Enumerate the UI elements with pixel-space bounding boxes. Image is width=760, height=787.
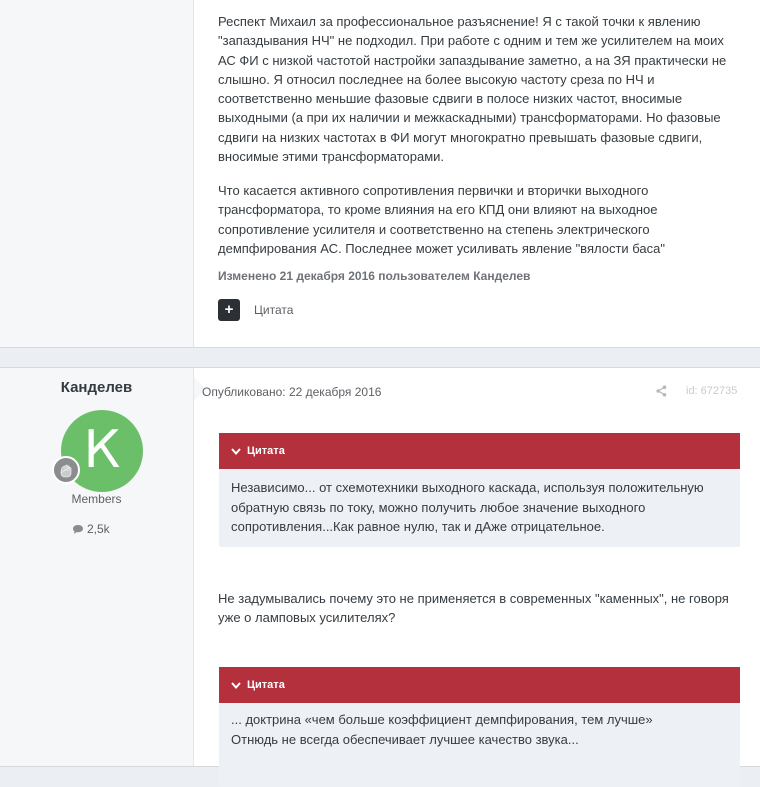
quote-title: Цитата: [247, 679, 285, 691]
post-1: [0, 0, 760, 348]
quote-title: Цитата: [247, 445, 285, 457]
author-name[interactable]: Канделев: [60, 379, 133, 396]
posted-date[interactable]: Опубликовано: 22 декабря 2016: [202, 385, 382, 399]
post-paragraph: Респект Михаил за профессиональное разъяснение! Я с такой точки к явлению "запаздывания НЧ" не подходил. При работе с одним и тем же усилителем на моих АС ФИ с низкой частотой настройки запаздывание заметно, а на ЗЯ практически не слышно. Я относил последнее на более высокую частоту среза по НЧ и соответственно меньшие фазовые сдвиги в полосе низких частот, вносимые выходными (а при их наличии и межкаскадными) трансформаторами. Но фазовые сдвиги на низких частотах в ФИ могут многократно превышать фазовые сдвиги, вносимые этими трансформаторами.: [218, 14, 727, 165]
multiquote-button[interactable]: +: [218, 299, 240, 321]
post-separator: [0, 348, 760, 367]
post-paragraph: Что касается активного сопротивления первички и вторички выходного трансформатора, то кроме влияния на его КПД они влияют на выходное сопротивление усилителя и соответственно на степень электрического демпфирования АС. Последнее может усиливать явление "вялости баса": [218, 183, 665, 256]
quote-text: [219, 703, 740, 749]
quote-link[interactable]: Цитата: [254, 303, 294, 317]
avatar[interactable]: К: [61, 410, 143, 492]
post-id: id: 672735: [686, 385, 738, 397]
member-group: Members: [71, 492, 122, 506]
reputation-count: 2,5k: [87, 522, 110, 536]
chevron-down-icon: [231, 682, 241, 689]
quote-line: ... доктрина «чем больше коэффициент демпфирования, тем лучше»: [231, 712, 653, 727]
post-paragraph: Не задумывались почему это не применяется в современных "каменных", не говоря уже о ламповых усилителях?: [218, 591, 729, 626]
quote-header[interactable]: [219, 667, 740, 703]
quote-header[interactable]: [219, 433, 740, 469]
quote-line: Отнюдь не всегда обеспечивает лучшее качество звука...: [231, 731, 579, 747]
chevron-down-icon: [231, 448, 241, 455]
author-column: [0, 368, 194, 766]
author-column: [0, 0, 194, 347]
rank-badge-icon: [52, 456, 80, 484]
share-icon[interactable]: [656, 385, 667, 400]
reputation: [72, 522, 110, 536]
post-2: [0, 367, 760, 767]
comment-icon: [72, 524, 84, 535]
quote-block: [219, 667, 740, 787]
quote-block: [219, 433, 740, 547]
edited-note: Изменено 21 декабря 2016 пользователем Канделев: [218, 269, 531, 283]
quote-text: Независимо... от схемотехники выходного каскада, используя положительную обратную связь по току, можно получить любое значение выходного сопротивления...Как равное нулю, так и дАже отрицательное.: [231, 480, 704, 534]
